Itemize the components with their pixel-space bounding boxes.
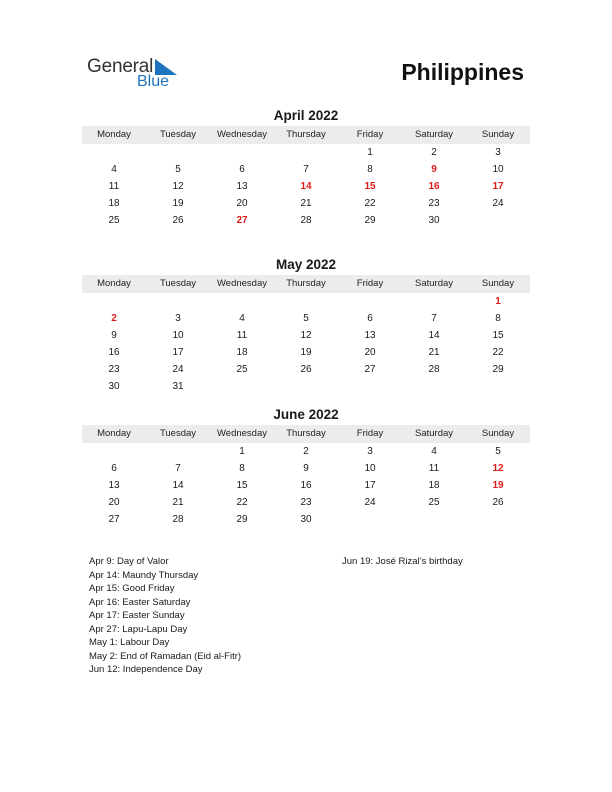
day-cell: 21 bbox=[172, 497, 184, 508]
day-cell: 15 bbox=[364, 181, 376, 192]
day-cell bbox=[338, 511, 402, 528]
day-cell bbox=[466, 511, 530, 528]
day-cell: 17 bbox=[364, 480, 376, 491]
day-cell: 2 bbox=[431, 147, 437, 158]
day-cell: 8 bbox=[367, 164, 373, 175]
holiday-entry: May 2: End of Ramadan (Eid al-Fitr) bbox=[89, 650, 242, 662]
month-may bbox=[82, 256, 530, 395]
day-cell: 9 bbox=[111, 330, 117, 341]
weekday-header: Sunday bbox=[466, 425, 530, 443]
weekday-header: Thursday bbox=[274, 275, 338, 293]
day-cell: 27 bbox=[108, 514, 120, 525]
day-cell: 4 bbox=[239, 313, 245, 324]
day-cell bbox=[82, 443, 146, 460]
day-cell bbox=[146, 293, 210, 310]
day-cell: 29 bbox=[236, 514, 248, 525]
weekday-header: Sunday bbox=[466, 275, 530, 293]
day-cell: 24 bbox=[364, 497, 376, 508]
day-cell: 20 bbox=[108, 497, 120, 508]
day-cell: 21 bbox=[300, 198, 312, 209]
day-cell bbox=[274, 378, 338, 395]
day-cell: 25 bbox=[428, 497, 440, 508]
day-cell: 9 bbox=[431, 164, 437, 175]
day-cell bbox=[466, 212, 530, 229]
day-cell: 11 bbox=[236, 330, 248, 341]
day-cell: 26 bbox=[492, 497, 504, 508]
holiday-entry: Apr 9: Day of Valor bbox=[89, 556, 169, 567]
day-cell: 10 bbox=[492, 164, 504, 175]
holiday-entry: Apr 14: Maundy Thursday bbox=[89, 569, 199, 581]
day-cell: 11 bbox=[428, 463, 440, 474]
day-cell: 3 bbox=[367, 446, 373, 457]
day-cell: 12 bbox=[300, 330, 312, 341]
logo-word-general: General bbox=[87, 56, 154, 77]
day-cell: 2 bbox=[303, 446, 309, 457]
holiday-entry: Apr 27: Lapu-Lapu Day bbox=[89, 623, 188, 635]
weekday-header: Wednesday bbox=[210, 425, 274, 443]
day-cell: 17 bbox=[492, 181, 504, 192]
day-cell: 18 bbox=[108, 198, 120, 209]
day-cell: 25 bbox=[236, 364, 248, 375]
day-cell: 6 bbox=[111, 463, 117, 474]
day-cell: 16 bbox=[300, 480, 312, 491]
day-cell: 14 bbox=[428, 330, 440, 341]
day-cell: 12 bbox=[492, 463, 504, 474]
weekday-header: Tuesday bbox=[146, 425, 210, 443]
holiday-list-right bbox=[342, 555, 463, 569]
day-cell: 14 bbox=[300, 181, 312, 192]
day-cell: 31 bbox=[172, 381, 184, 392]
holiday-entry: Apr 16: Easter Saturday bbox=[89, 596, 191, 608]
day-cell bbox=[210, 144, 274, 161]
day-cell bbox=[210, 293, 274, 310]
day-cell: 25 bbox=[108, 215, 120, 226]
month-title: June 2022 bbox=[273, 407, 339, 422]
day-cell bbox=[146, 443, 210, 460]
day-cell: 23 bbox=[300, 497, 312, 508]
day-cell: 23 bbox=[108, 364, 120, 375]
day-cell: 26 bbox=[300, 364, 312, 375]
day-cell: 16 bbox=[428, 181, 440, 192]
day-cell: 6 bbox=[239, 164, 245, 175]
day-cell: 30 bbox=[300, 514, 312, 525]
month-grid bbox=[82, 275, 530, 395]
weekday-header: Tuesday bbox=[146, 275, 210, 293]
month-june bbox=[82, 406, 530, 528]
day-cell: 12 bbox=[172, 181, 184, 192]
weekday-header: Monday bbox=[82, 275, 146, 293]
day-cell: 1 bbox=[239, 446, 245, 457]
holiday-entry: Jun 19: José Rizal’s birthday bbox=[342, 556, 463, 567]
weekday-header: Sunday bbox=[466, 126, 530, 144]
holiday-entry: Jun 12: Independence Day bbox=[89, 664, 203, 675]
day-cell: 15 bbox=[236, 480, 248, 491]
day-cell bbox=[466, 378, 530, 395]
day-cell: 27 bbox=[364, 364, 376, 375]
day-cell: 9 bbox=[303, 463, 309, 474]
day-cell: 3 bbox=[495, 147, 501, 158]
day-cell: 5 bbox=[495, 446, 501, 457]
day-cell: 13 bbox=[236, 181, 248, 192]
logo-word-blue: Blue bbox=[137, 73, 170, 90]
general-blue-logo bbox=[87, 56, 197, 96]
day-cell bbox=[274, 144, 338, 161]
weekday-header: Tuesday bbox=[146, 126, 210, 144]
day-cell: 29 bbox=[364, 215, 376, 226]
holiday-entry: Apr 15: Good Friday bbox=[89, 583, 175, 594]
day-cell: 23 bbox=[428, 198, 440, 209]
day-cell: 7 bbox=[431, 313, 437, 324]
day-cell: 10 bbox=[172, 330, 184, 341]
day-cell: 7 bbox=[175, 463, 181, 474]
day-cell: 7 bbox=[303, 164, 309, 175]
month-april bbox=[82, 107, 530, 229]
day-cell: 22 bbox=[364, 198, 376, 209]
weekday-header: Saturday bbox=[402, 126, 466, 144]
day-cell: 2 bbox=[111, 313, 117, 324]
country-title: Philippines bbox=[401, 59, 524, 85]
holiday-list-left bbox=[89, 555, 241, 677]
day-cell bbox=[82, 293, 146, 310]
day-cell bbox=[210, 378, 274, 395]
day-cell: 1 bbox=[367, 147, 373, 158]
day-cell: 29 bbox=[492, 364, 504, 375]
day-cell: 18 bbox=[236, 347, 248, 358]
day-cell: 19 bbox=[492, 480, 504, 491]
weekday-header: Thursday bbox=[274, 126, 338, 144]
day-cell: 20 bbox=[236, 198, 248, 209]
day-cell: 1 bbox=[495, 296, 501, 307]
day-cell: 3 bbox=[175, 313, 181, 324]
weekday-header: Friday bbox=[338, 275, 402, 293]
day-cell: 4 bbox=[111, 164, 117, 175]
day-cell: 6 bbox=[367, 313, 373, 324]
day-cell: 22 bbox=[492, 347, 504, 358]
day-cell: 5 bbox=[303, 313, 309, 324]
day-cell bbox=[402, 378, 466, 395]
day-cell: 26 bbox=[172, 215, 184, 226]
month-title: April 2022 bbox=[273, 108, 339, 123]
day-cell bbox=[146, 144, 210, 161]
day-cell bbox=[338, 378, 402, 395]
day-cell: 20 bbox=[364, 347, 376, 358]
day-cell: 14 bbox=[172, 480, 184, 491]
day-cell: 13 bbox=[364, 330, 376, 341]
day-cell: 13 bbox=[108, 480, 120, 491]
day-cell: 15 bbox=[492, 330, 504, 341]
weekday-header: Saturday bbox=[402, 275, 466, 293]
month-grid bbox=[82, 425, 530, 528]
day-cell: 18 bbox=[428, 480, 440, 491]
weekday-header: Friday bbox=[338, 126, 402, 144]
day-cell: 24 bbox=[172, 364, 184, 375]
holiday-entry: Apr 17: Easter Sunday bbox=[89, 610, 185, 621]
day-cell bbox=[274, 293, 338, 310]
day-cell: 30 bbox=[428, 215, 440, 226]
day-cell: 27 bbox=[236, 215, 248, 226]
day-cell: 30 bbox=[108, 381, 120, 392]
day-cell: 19 bbox=[300, 347, 312, 358]
day-cell: 28 bbox=[428, 364, 440, 375]
day-cell bbox=[338, 293, 402, 310]
day-cell: 21 bbox=[428, 347, 440, 358]
weekday-header: Wednesday bbox=[210, 126, 274, 144]
day-cell: 4 bbox=[431, 446, 437, 457]
weekday-header: Friday bbox=[338, 425, 402, 443]
day-cell: 17 bbox=[172, 347, 184, 358]
weekday-header: Saturday bbox=[402, 425, 466, 443]
weekday-header: Wednesday bbox=[210, 275, 274, 293]
day-cell: 5 bbox=[175, 164, 181, 175]
day-cell bbox=[402, 511, 466, 528]
weekday-header: Monday bbox=[82, 425, 146, 443]
day-cell: 8 bbox=[239, 463, 245, 474]
day-cell bbox=[402, 293, 466, 310]
day-cell: 8 bbox=[495, 313, 501, 324]
day-cell: 22 bbox=[236, 497, 248, 508]
day-cell: 28 bbox=[172, 514, 184, 525]
day-cell bbox=[82, 144, 146, 161]
day-cell: 10 bbox=[364, 463, 376, 474]
day-cell: 19 bbox=[172, 198, 184, 209]
day-cell: 24 bbox=[492, 198, 504, 209]
weekday-header: Monday bbox=[82, 126, 146, 144]
month-grid bbox=[82, 126, 530, 229]
holiday-entry: May 1: Labour Day bbox=[89, 637, 170, 648]
weekday-header: Thursday bbox=[274, 425, 338, 443]
month-title: May 2022 bbox=[275, 257, 337, 272]
day-cell: 11 bbox=[108, 181, 120, 192]
day-cell: 16 bbox=[108, 347, 120, 358]
day-cell: 28 bbox=[300, 215, 312, 226]
